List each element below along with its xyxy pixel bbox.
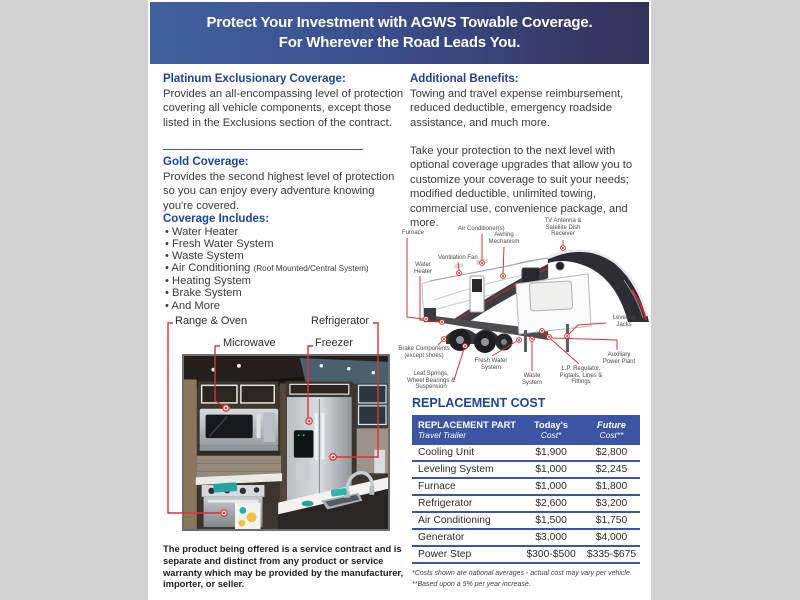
table-header-row (412, 415, 640, 445)
rv-label-leaf-springs: Leaf Springs, Wheel Bearings & Suspension (406, 371, 456, 391)
coverage-item: • Heating System (165, 275, 407, 287)
upgrade-body: Take your protection to the next level with optional coverage upgrades that allow you to customize your coverage to suit your needs; modified deductible, unlimited towing, commercial use, convenience package, and more. (410, 145, 633, 230)
air-conditioning-note: (Roof Mounted/Central System) (253, 264, 369, 274)
benefits-heading: Additional Benefits: (410, 73, 519, 85)
rv-label-awning-mechanism: Awning Mechanism (488, 232, 520, 245)
coverage-item: • And More (165, 300, 407, 312)
coverage-heading: Coverage Includes: (163, 213, 270, 225)
header-replacement-part: REPLACEMENT PART Travel Trailer (418, 420, 516, 440)
table-footnote-1: *Costs shown are national averages - actual cost may vary per vehicle. (412, 570, 632, 577)
table-row: Power Step $300-$500 $335-$675 (412, 547, 640, 564)
table-row: Air Conditioning $1,500 $1,750 (412, 513, 640, 530)
rv-diagram (398, 218, 656, 396)
rv-label-leveling-jacks: Leveling Jacks (612, 315, 636, 328)
rv-illustration (398, 218, 656, 396)
kitchen-photo-illustration (184, 356, 388, 529)
replacement-cost-section (412, 396, 640, 590)
brochure-page (148, 0, 651, 600)
coverage-item: • Water Heater (165, 226, 407, 238)
gold-heading: Gold Coverage: (163, 156, 249, 168)
kitchen-photo (182, 354, 390, 531)
rv-label-tv-antenna: TV Antenna & Satellite Dish Receiver (544, 218, 582, 238)
coverage-item: • Brake System (165, 287, 407, 299)
header-todays-cost: Today's Cost* (534, 420, 569, 440)
coverage-list (165, 226, 407, 312)
rv-label-air-conditioners: Air Conditioner(s) (458, 226, 505, 232)
rv-label-lp-regulator: L.P. Regulator, Pigtails, Lines & Fittings (559, 366, 603, 386)
table-row: Refrigerator $2,600 $3,200 (412, 496, 640, 513)
benefits-body: Towing and travel expense reimbursement, reduced deductible, emergency roadside assistance, and much more. (410, 88, 624, 129)
table-row: Cooling Unit $1,900 $2,800 (412, 445, 640, 462)
label-microwave: Microwave (223, 337, 276, 349)
replacement-cost-title: REPLACEMENT COST (412, 396, 546, 410)
label-refrigerator: Refrigerator (311, 315, 370, 327)
gold-body: Provides the second highest level of protection so you can enjoy every adventure knowing you're covered. (163, 171, 395, 212)
service-contract-disclaimer: The product being offered is a service contract and is separate and distinct from any product or service warranty which may be provided by the manufacturer, importer, or seller. (163, 543, 404, 590)
label-freezer: Freezer (315, 337, 353, 349)
section-divider (163, 149, 363, 150)
header-future-cost: Future Cost** (597, 420, 626, 440)
rv-label-brake-components: Brake Components (except shoes) (398, 346, 450, 359)
rv-label-aux-power-plant: Auxiliary Power Plant (602, 352, 636, 365)
rv-label-water-heater: Water Heater (413, 262, 432, 275)
banner-line-1: Protect Your Investment with AGWS Towable Coverage. (206, 14, 593, 32)
table-row: Leveling System $1,000 $2,245 (412, 462, 640, 479)
table-row: Generator $3,000 $4,000 (412, 530, 640, 547)
label-range-oven: Range & Oven (175, 315, 248, 327)
table-footnote-2: **Based upon a 5% per year increase. (412, 581, 531, 589)
rv-label-fresh-water-system: Fresh Water System (474, 358, 508, 371)
coverage-item: • Air Conditioning (Roof Mounted/Central System) (165, 262, 407, 275)
kitchen-figure (163, 315, 408, 539)
rv-label-ventilation-fan: Ventilation Fan (438, 255, 478, 261)
coverage-item: • Waste System (165, 250, 407, 262)
coverage-item: • Fresh Water System (165, 238, 407, 250)
banner (150, 2, 649, 64)
banner-line-2: For Wherever the Road Leads You. (278, 34, 521, 51)
table-row: Furnace $1,000 $1,800 (412, 479, 640, 496)
rv-label-furnace: Furnace (402, 230, 425, 236)
platinum-body: Provides an all-encompassing level of protection covering all vehicle components, except those listed in the Exclusions section of the contract. (163, 88, 404, 129)
platinum-heading: Platinum Exclusionary Coverage: (163, 73, 346, 85)
rv-label-waste-system: Waste System (521, 373, 542, 386)
